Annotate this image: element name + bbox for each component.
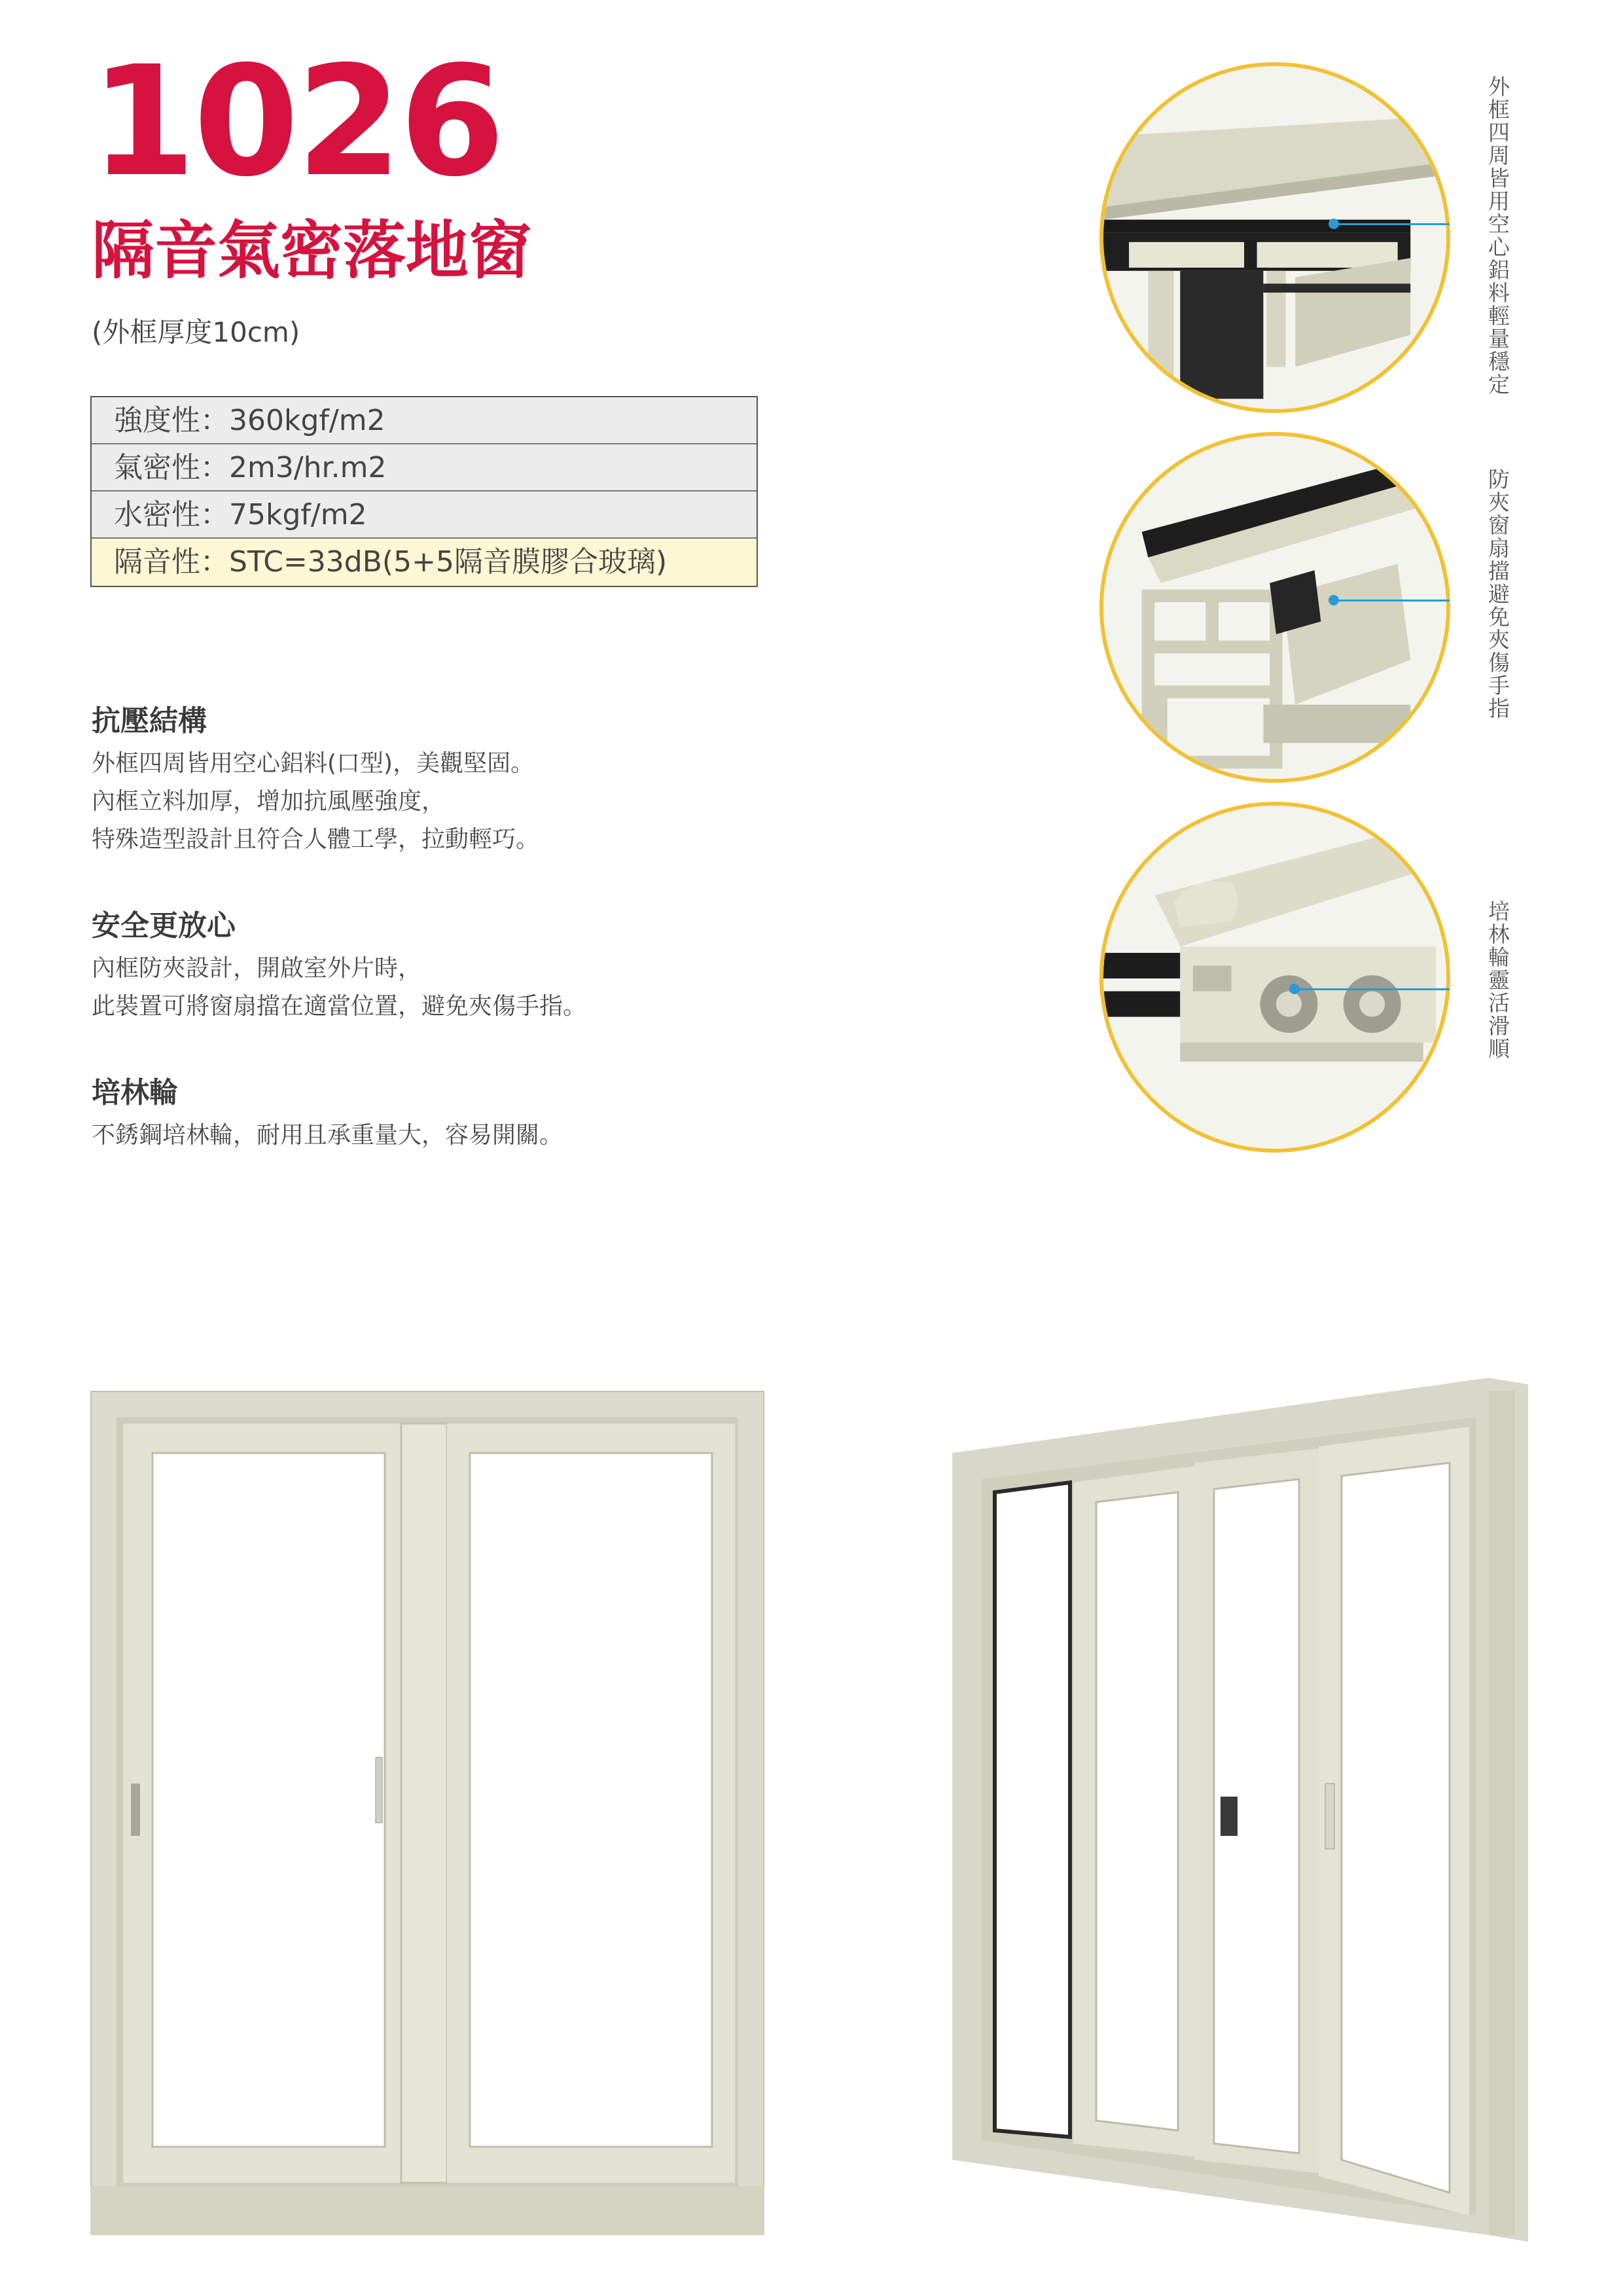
feature-title-roller: 培林輪: [92, 1076, 178, 1109]
leader-line: [1296, 988, 1450, 990]
leader-line: [1335, 600, 1450, 601]
spec-airtightness: 氣密性：2m3/hr.m2: [92, 444, 757, 492]
feature-line: 內框立料加厚，增加抗風壓強度，: [92, 788, 446, 815]
feature-title-structure: 抗壓結構: [92, 704, 207, 738]
frame-thickness-note: (外框厚度10cm): [92, 316, 300, 348]
leader-dot: [1329, 219, 1339, 229]
detail-roller-image: [1099, 802, 1450, 1153]
leader-dot: [1329, 595, 1339, 605]
spec-watertightness: 水密性：75kgf/m2: [92, 492, 757, 539]
feature-line: 不銹鋼培林輪，耐用且承重量大，容易開關。: [92, 1122, 563, 1149]
window-angled-photo: [952, 1371, 1528, 2242]
feature-line: 外框四周皆用空心鋁料(口型)，美觀堅固。: [92, 750, 535, 777]
model-number: 1026: [90, 33, 503, 210]
leader-dot: [1289, 984, 1300, 994]
window-front-photo: [90, 1391, 764, 2235]
feature-line: 此裝置可將窗扇擋在適當位置，避免夾傷手指。: [92, 993, 587, 1020]
detail-frame-profile-image: [1099, 62, 1450, 413]
leader-line: [1335, 223, 1450, 225]
feature-line: 內框防夾設計，開啟室外片時，: [92, 955, 422, 982]
detail-caption-anti-pinch: 防夾窗扇擋避免夾傷手指: [1485, 468, 1510, 720]
detail-caption-roller: 培林輪靈活滑順: [1485, 900, 1510, 1060]
product-title: 隔音氣密落地窗: [92, 214, 531, 287]
spec-strength: 強度性：360kgf/m2: [92, 397, 757, 444]
feature-line: 特殊造型設計且符合人體工學，拉動輕巧。: [92, 826, 540, 853]
spec-soundproof: 隔音性：STC=33dB(5+5隔音膜膠合玻璃): [92, 539, 757, 586]
detail-caption-frame: 外框四周皆用空心鋁料輕量穩定: [1485, 75, 1510, 396]
feature-title-safety: 安全更放心: [92, 909, 236, 942]
detail-anti-pinch-image: [1099, 432, 1450, 783]
spec-table: [90, 396, 758, 587]
